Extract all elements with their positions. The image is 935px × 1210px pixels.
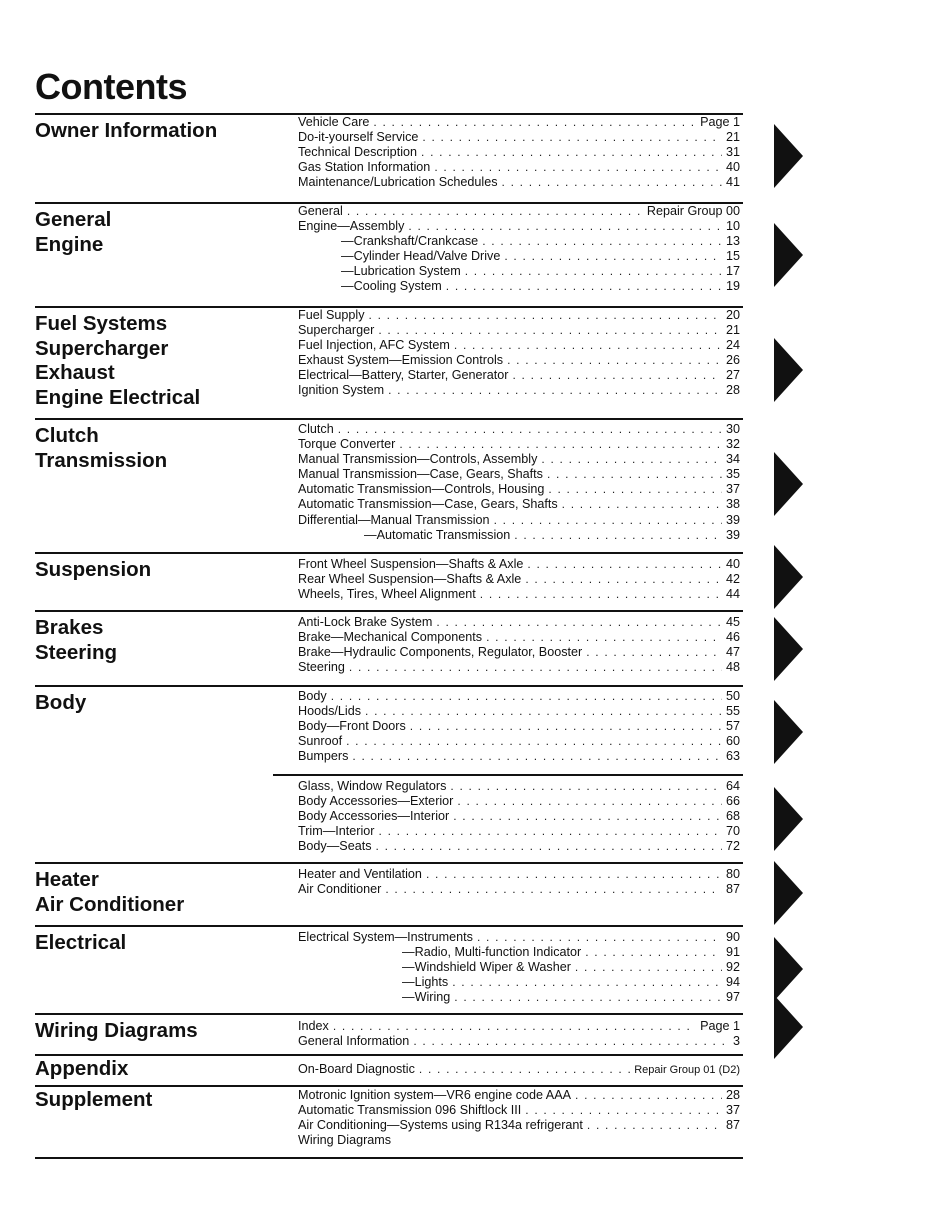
section-heading bbox=[35, 691, 86, 716]
toc-entry[interactable]: Do-it-yourself Service . . . 21 bbox=[298, 130, 740, 145]
toc-entry[interactable]: Glass, Window Regulators . . . 64 bbox=[298, 779, 740, 794]
toc-entry[interactable]: Body Accessories—Interior . . . 68 bbox=[298, 809, 740, 824]
toc-entries bbox=[298, 204, 740, 295]
toc-entry[interactable]: Body—Front Doors . . . 57 bbox=[298, 719, 740, 734]
heading-line: Steering bbox=[35, 640, 118, 664]
toc-entry[interactable]: —Automatic Transmission . . . 39 bbox=[298, 528, 740, 543]
toc-entries bbox=[298, 930, 740, 1005]
toc-entry[interactable]: —Lubrication System . . . 17 bbox=[298, 264, 740, 279]
section-heading bbox=[35, 208, 111, 257]
heading-line: Body bbox=[35, 691, 87, 714]
heading-line: Wiring Diagrams bbox=[35, 1019, 198, 1042]
toc-entry[interactable]: Automatic Transmission—Case, Gears, Shafts . . . 38 bbox=[298, 497, 740, 512]
toc-entry[interactable]: Ignition System . . . 28 bbox=[298, 383, 740, 398]
section-divider bbox=[35, 610, 743, 612]
toc-entry[interactable]: Index . . . Page 1 bbox=[298, 1019, 740, 1034]
toc-entries bbox=[298, 867, 740, 897]
section-heading bbox=[35, 868, 184, 917]
section-heading bbox=[35, 558, 151, 583]
toc-entry[interactable]: Anti-Lock Brake System . . . 45 bbox=[298, 615, 740, 630]
heading-line: Fuel Systems bbox=[35, 312, 168, 335]
toc-entry[interactable]: Supercharger . . . 21 bbox=[298, 323, 740, 338]
triangle-right-icon[interactable] bbox=[774, 700, 803, 764]
section-heading bbox=[35, 1019, 198, 1044]
toc-entry[interactable]: Sunroof . . . 60 bbox=[298, 734, 740, 749]
toc-entries bbox=[298, 557, 740, 602]
heading-line: Suspension bbox=[35, 558, 152, 581]
toc-entry[interactable]: —Cylinder Head/Valve Drive . . . 15 bbox=[298, 249, 740, 264]
heading-line: Appendix bbox=[35, 1057, 129, 1080]
toc-entries bbox=[298, 1088, 740, 1148]
toc-entry[interactable]: Trim—Interior . . . 70 bbox=[298, 824, 740, 839]
toc-entry[interactable]: Brake—Mechanical Components . . . 46 bbox=[298, 630, 740, 645]
toc-entry[interactable]: Air Conditioning—Systems using R134a refrigerant . . . 87 bbox=[298, 1118, 740, 1133]
toc-entry[interactable]: Electrical—Battery, Starter, Generator . . . 27 bbox=[298, 368, 740, 383]
heading-line: Heater bbox=[35, 868, 99, 891]
toc-entry[interactable]: Fuel Supply . . . 20 bbox=[298, 308, 740, 323]
toc-entry[interactable]: Bumpers . . . 63 bbox=[298, 749, 740, 764]
section-divider bbox=[35, 418, 743, 420]
toc-entries bbox=[298, 1062, 740, 1078]
heading-line: Air Conditioner bbox=[35, 892, 185, 916]
section-heading bbox=[35, 312, 200, 410]
triangle-right-icon[interactable] bbox=[774, 787, 803, 851]
toc-entries bbox=[298, 1019, 740, 1049]
toc-entry[interactable]: Rear Wheel Suspension—Shafts & Axle . . . 42 bbox=[298, 572, 740, 587]
toc-entries bbox=[298, 615, 740, 675]
toc-entry[interactable]: Front Wheel Suspension—Shafts & Axle . . . 40 bbox=[298, 557, 740, 572]
toc-entry[interactable]: Technical Description . . . 31 bbox=[298, 145, 740, 160]
section-heading bbox=[35, 1088, 152, 1113]
heading-line: Electrical bbox=[35, 931, 127, 954]
toc-entry[interactable]: Body . . . 50 bbox=[298, 689, 740, 704]
toc-entry[interactable]: Exhaust System—Emission Controls . . . 26 bbox=[298, 353, 740, 368]
page-title: Contents bbox=[35, 66, 187, 107]
toc-entry[interactable]: Body—Seats . . . 72 bbox=[298, 839, 740, 854]
heading-line: Clutch bbox=[35, 424, 99, 447]
toc-entry[interactable]: Body Accessories—Exterior . . . 66 bbox=[298, 794, 740, 809]
toc-entries bbox=[298, 689, 740, 764]
toc-entry[interactable]: —Crankshaft/Crankcase . . . 13 bbox=[298, 234, 740, 249]
toc-entry[interactable]: Wiring Diagrams bbox=[298, 1133, 392, 1148]
toc-entry[interactable]: Steering . . . 48 bbox=[298, 660, 740, 675]
section-heading bbox=[35, 424, 167, 473]
toc-entries bbox=[298, 779, 740, 854]
section-divider bbox=[35, 685, 743, 687]
section-divider bbox=[35, 1013, 743, 1015]
toc-entry[interactable]: —Windshield Wiper & Washer . . . 92 bbox=[298, 960, 740, 975]
heading-line: Supplement bbox=[35, 1088, 153, 1111]
triangle-right-icon[interactable] bbox=[774, 861, 803, 925]
toc-entry[interactable]: —Cooling System . . . 19 bbox=[298, 279, 740, 294]
toc-entry[interactable]: Vehicle Care . . . Page 1 bbox=[298, 115, 740, 130]
toc-entry[interactable]: Air Conditioner . . . 87 bbox=[298, 882, 740, 897]
heading-line: Owner Information bbox=[35, 119, 218, 142]
triangle-right-icon[interactable] bbox=[774, 545, 803, 609]
heading-line: Brakes bbox=[35, 616, 104, 639]
toc-entry[interactable]: Differential—Manual Transmission . . . 39 bbox=[298, 513, 740, 528]
bottom-divider bbox=[35, 1157, 743, 1159]
triangle-right-icon[interactable] bbox=[774, 937, 803, 1001]
section-divider bbox=[35, 1085, 743, 1087]
toc-entry[interactable]: General . . . Repair Group 00 bbox=[298, 204, 740, 219]
toc-entry[interactable]: —Radio, Multi-function Indicator . . . 91 bbox=[298, 945, 740, 960]
triangle-right-icon[interactable] bbox=[774, 223, 803, 287]
toc-entry[interactable]: Automatic Transmission 096 Shiftlock III . . . 37 bbox=[298, 1103, 740, 1118]
heading-line: Engine bbox=[35, 232, 104, 256]
toc-entry[interactable]: Brake—Hydraulic Components, Regulator, Booster . . . 47 bbox=[298, 645, 740, 660]
subsection-divider bbox=[273, 774, 743, 776]
toc-entry[interactable]: Manual Transmission—Case, Gears, Shafts . . . 35 bbox=[298, 467, 740, 482]
heading-line: General bbox=[35, 208, 112, 231]
section-divider bbox=[35, 552, 743, 554]
toc-entry[interactable]: Automatic Transmission—Controls, Housing . . . 37 bbox=[298, 482, 740, 497]
toc-entry[interactable]: Electrical System—Instruments . . . 90 bbox=[298, 930, 740, 945]
toc-entry[interactable]: —Wiring . . . 97 bbox=[298, 990, 740, 1005]
section-divider bbox=[35, 1054, 743, 1056]
toc-entry[interactable]: Manual Transmission—Controls, Assembly . . . 34 bbox=[298, 452, 740, 467]
toc-entry[interactable]: Fuel Injection, AFC System . . . 24 bbox=[298, 338, 740, 353]
toc-entry[interactable]: Hoods/Lids . . . 55 bbox=[298, 704, 740, 719]
toc-entry[interactable]: Maintenance/Lubrication Schedules . . . 41 bbox=[298, 175, 740, 190]
section-divider bbox=[35, 925, 743, 927]
toc-entries bbox=[298, 422, 740, 543]
toc-entry[interactable]: Clutch . . . 30 bbox=[298, 422, 740, 437]
heading-line: Supercharger bbox=[35, 336, 169, 360]
triangle-right-icon[interactable] bbox=[774, 338, 803, 402]
heading-line: Exhaust bbox=[35, 361, 115, 384]
section-heading bbox=[35, 931, 126, 956]
toc-entry[interactable]: —Lights . . . 94 bbox=[298, 975, 740, 990]
toc-entry[interactable]: General Information . . . 3 bbox=[298, 1034, 740, 1049]
toc-entry[interactable]: Motronic Ignition system—VR6 engine code AAA . . . 28 bbox=[298, 1088, 740, 1103]
toc-entry[interactable]: Gas Station Information . . . 40 bbox=[298, 160, 740, 175]
triangle-right-icon[interactable] bbox=[774, 995, 803, 1059]
heading-line: Engine Electrical bbox=[35, 385, 201, 409]
triangle-right-icon[interactable] bbox=[774, 617, 803, 681]
toc-entries bbox=[298, 308, 740, 399]
section-heading bbox=[35, 119, 217, 144]
section-heading bbox=[35, 616, 117, 665]
toc-entry[interactable]: Wheels, Tires, Wheel Alignment . . . 44 bbox=[298, 587, 740, 602]
toc-entry[interactable]: Engine—Assembly . . . 10 bbox=[298, 219, 740, 234]
toc-entry[interactable]: Torque Converter . . . 32 bbox=[298, 437, 740, 452]
heading-line: Transmission bbox=[35, 448, 168, 472]
section-heading bbox=[35, 1057, 128, 1082]
section-divider bbox=[35, 862, 743, 864]
toc-entry[interactable]: On-Board Diagnostic . . . Repair Group 01 (D2) bbox=[298, 1062, 740, 1078]
triangle-right-icon[interactable] bbox=[774, 124, 803, 188]
toc-entries bbox=[298, 115, 740, 190]
toc-entry[interactable]: Heater and Ventilation . . . 80 bbox=[298, 867, 740, 882]
triangle-right-icon[interactable] bbox=[774, 452, 803, 516]
